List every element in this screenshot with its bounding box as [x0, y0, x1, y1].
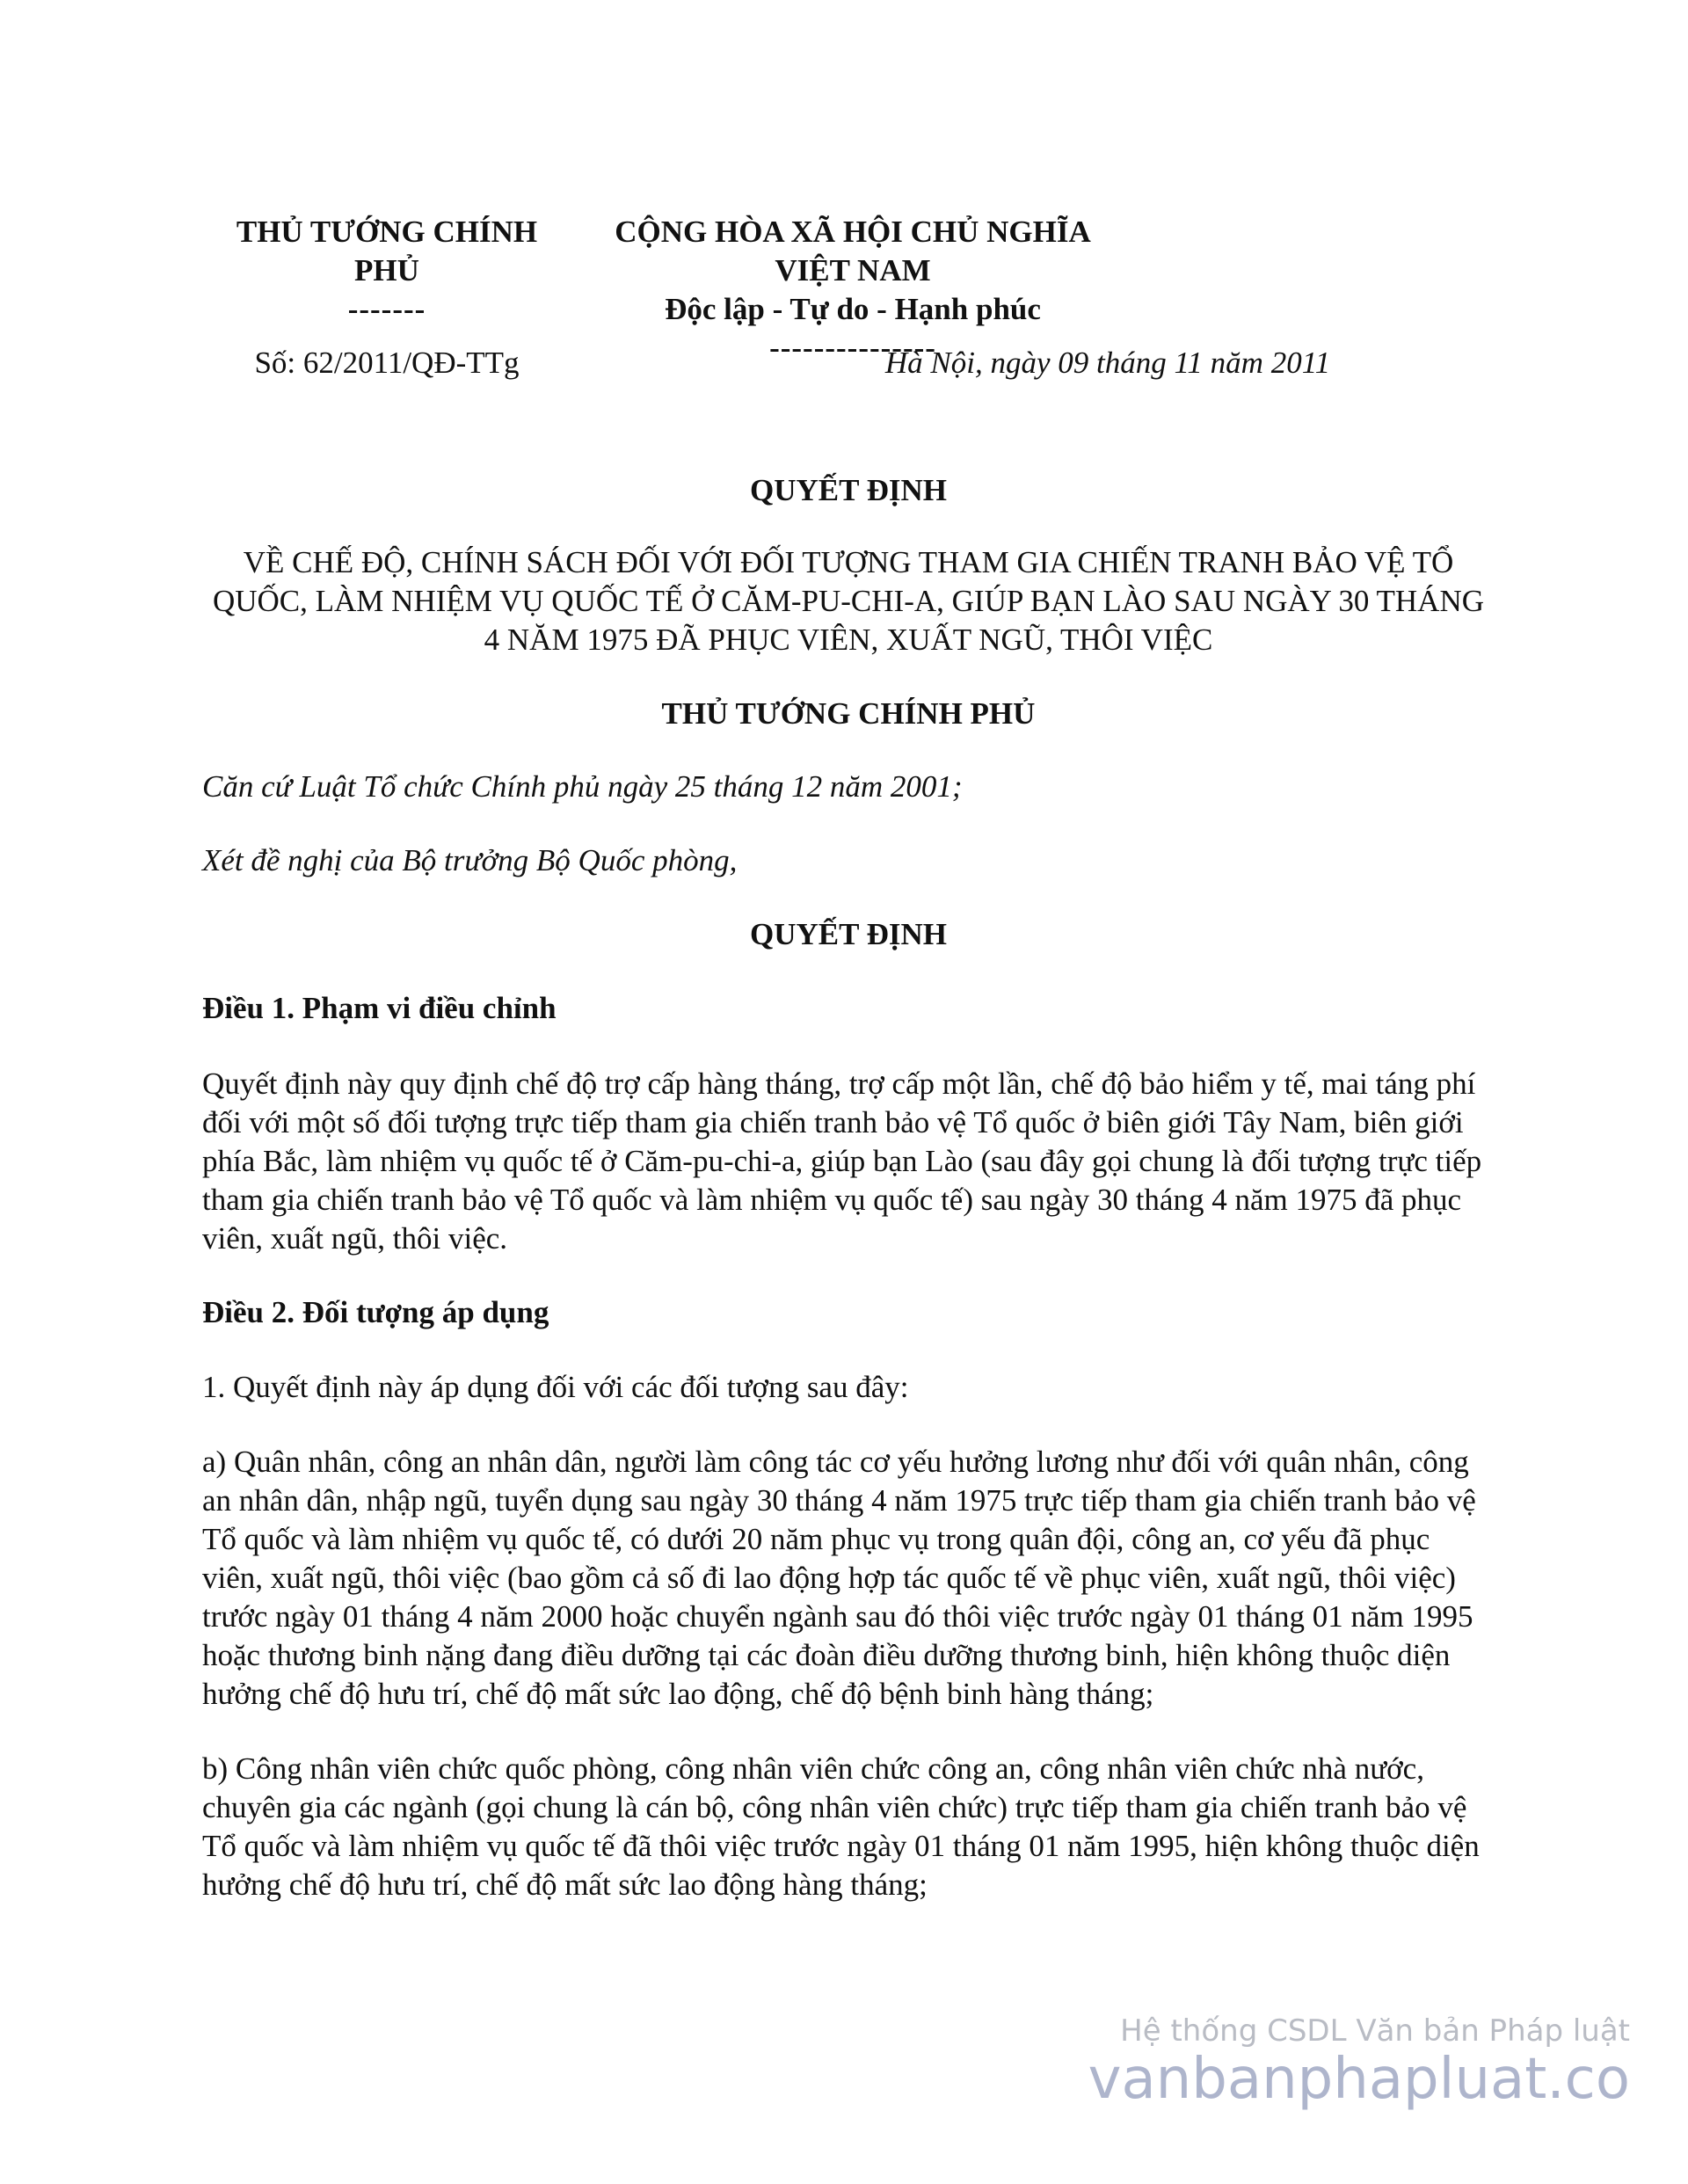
watermark-domain: vanbanphapluat.co: [1088, 2047, 1630, 2112]
legal-basis-1: Căn cứ Luật Tổ chức Chính phủ ngày 25 tháng 12 năm 2001;: [202, 769, 963, 804]
issuing-authority-line1: THỦ TƯỚNG CHÍNH: [236, 215, 538, 249]
article-2-point-b: b) Công nhân viên chức quốc phòng, công nhân viên chức công an, công nhân viên chức nhà nước, chuyên gia các ngành (gọi chung là cán bộ, công nhân viên chức) trực tiếp tham gia chiến tranh bảo vệ Tổ quốc và làm nhiệm vụ quốc tế đã thôi việc trước ngày 01 tháng 01 năm 1995, hiện không thuộc diện hưởng chế độ hưu trí, chế độ mất sức lao động hàng tháng;: [202, 1751, 1480, 1902]
watermark-tagline: Hệ thống CSDL Văn bản Pháp luật: [1120, 2013, 1630, 2049]
issuing-authority: [211, 213, 563, 329]
document-title: QUYẾT ĐỊNH: [750, 473, 947, 507]
article-1-text: Quyết định này quy định chế độ trợ cấp hàng tháng, trợ cấp một lần, chế độ bảo hiểm y tế, mai táng phí đối với một số đối tượng trực tiếp tham gia chiến tranh bảo vệ Tổ quốc ở biên giới Tây Nam, biên giới phía Bắc, làm nhiệm vụ quốc tế ở Căm-pu-chi-a, giúp bạn Lào (sau đây gọi chung là đối tượng trực tiếp tham gia chiến tranh bảo vệ Tổ quốc và làm nhiệm vụ quốc tế) sau ngày 30 tháng 4 năm 1975 đã phục viên, xuất ngũ, thôi việc.: [202, 1067, 1482, 1256]
article-1-heading: Điều 1. Phạm vi điều chỉnh: [202, 991, 557, 1025]
site-watermark: [1088, 2013, 1630, 2112]
motto-divider: ---------------: [769, 331, 936, 365]
article-2-heading: Điều 2. Đối tượng áp dụng: [202, 1295, 549, 1329]
decide-heading: QUYẾT ĐỊNH: [750, 917, 947, 951]
article-2-clause-1: 1. Quyết định này áp dụng đối với các đối tượng sau đây:: [202, 1370, 909, 1404]
document-subject: VỀ CHẾ ĐỘ, CHÍNH SÁCH ĐỐI VỚI ĐỐI TƯỢNG THAM GIA CHIẾN TRANH BẢO VỆ TỔ QUỐC, LÀM NHIỆM VỤ QUỐC TẾ Ở CĂM-PU-CHI-A, GIÚP BẠN LÀO SAU NGÀY 30 THÁNG 4 NĂM 1975 ĐÃ PHỤC VIÊN, XUẤT NGŨ, THÔI VIỆC: [212, 545, 1485, 657]
document-date: Hà Nội, ngày 09 tháng 11 năm 2011: [884, 346, 1331, 380]
document-number: Số: 62/2011/QĐ-TTg: [254, 346, 520, 380]
issuing-authority-divider: -------: [347, 292, 426, 326]
document-body: [202, 471, 1495, 1904]
issuing-authority-line2: PHỦ: [354, 253, 419, 288]
country-name: CỘNG HÒA XÃ HỘI CHỦ NGHĨA VIỆT NAM: [615, 215, 1091, 288]
motto: Độc lập - Tự do - Hạnh phúc: [665, 292, 1041, 326]
legal-basis-2: Xét đề nghị của Bộ trưởng Bộ Quốc phòng,: [202, 843, 738, 877]
national-motto: [607, 213, 1099, 368]
issuer-heading: THỦ TƯỚNG CHÍNH PHỦ: [661, 696, 1036, 731]
article-2-point-a: a) Quân nhân, công an nhân dân, người làm công tác cơ yếu hưởng lương như đối với quân nhân, công an nhân dân, nhập ngũ, tuyển dụng sau ngày 30 tháng 4 năm 1975 trực tiếp tham gia chiến tranh bảo vệ Tổ quốc và làm nhiệm vụ quốc tế, có dưới 20 năm phục vụ trong quân đội, công an, cơ yếu đã phục viên, xuất ngũ, thôi việc (bao gồm cả số đi lao động hợp tác quốc tế về phục viên, xuất ngũ, thôi việc) trước ngày 01 tháng 4 năm 2000 hoặc chuyển ngành sau đó thôi việc trước ngày 01 tháng 01 năm 1995 hoặc thương binh nặng đang điều dưỡng tại các đoàn điều dưỡng thương binh, hiện không thuộc diện hưởng chế độ hưu trí, chế độ mất sức lao động, chế độ bệnh binh hàng tháng;: [202, 1445, 1476, 1711]
